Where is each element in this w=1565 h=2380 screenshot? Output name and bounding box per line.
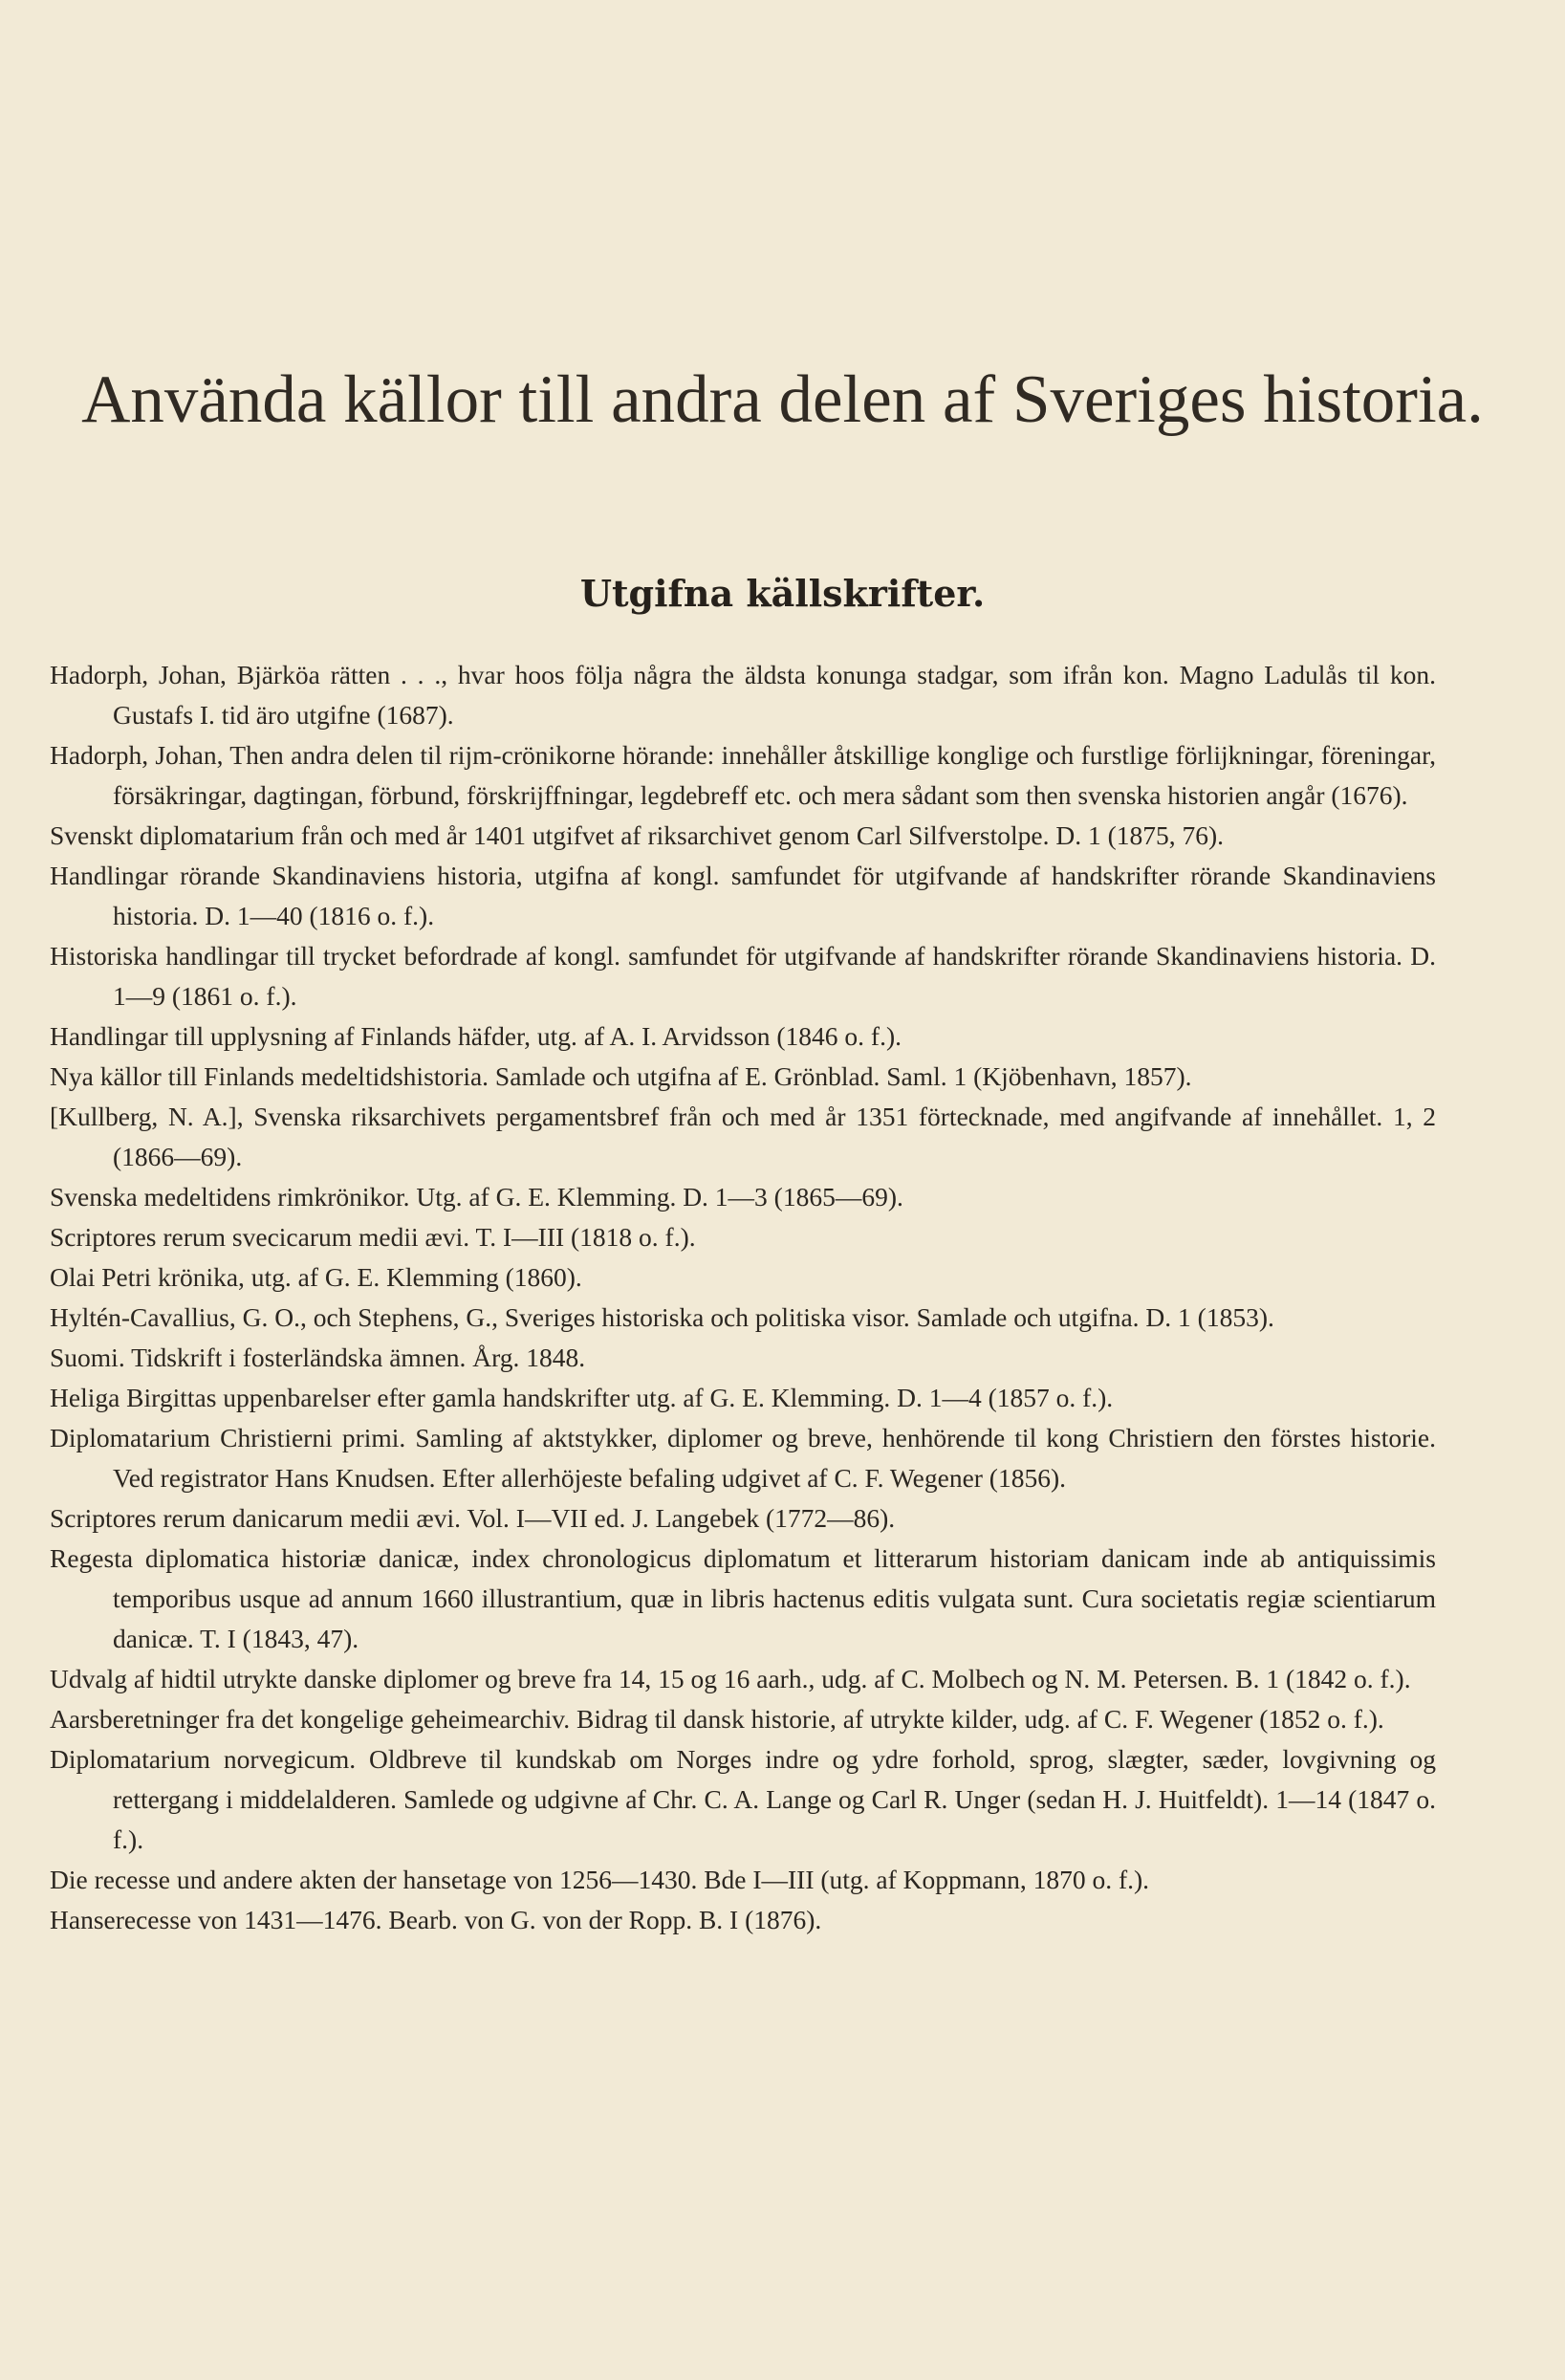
list-item: Hadorph, Johan, Then andra delen til rijm-crönikorne hörande: innehåller åtskillige konglige och furstlige förlijkningar, föreningar, försäkringar, dagtingan, förbund, förskrijffningar, legdebreff etc. och mera sådant som then svenska historien angår (1676).	[50, 740, 1436, 810]
list-item: Svenskt diplomatarium från och med år 1401 utgifvet af riksarchivet genom Carl Silfverstolpe. D. 1 (1875, 76).	[50, 820, 1225, 850]
list-item: Suomi. Tidskrift i fosterländska ämnen. Årg. 1848.	[50, 1343, 586, 1372]
list-item: Scriptores rerum svecicarum medii ævi. T. I—III (1818 o. f.).	[50, 1222, 696, 1252]
list-item: Heliga Birgittas uppenbarelser efter gamla handskrifter utg. af G. E. Klemming. D. 1—4 (1857 o. f.).	[50, 1383, 1114, 1412]
list-item: Regesta diplomatica historiæ danicæ, index chronologicus diplomatum et litterarum historiam danicam inde ab antiquissimis temporibus usque ad annum 1660 illustrantium, quæ in libris hactenus editis vulgata sunt. Cura societatis regiæ scientiarum danicæ. T. I (1843, 47).	[50, 1543, 1436, 1653]
list-item: Diplomatarium norvegicum. Oldbreve til kundskab om Norges indre og ydre forhold, sprog, slægter, sæder, lovgivning og rettergang i middelalderen. Samlede og udgivne af Chr. C. A. Lange og Carl R. Unger (sedan H. J. Huitfeldt). 1—14 (1847 o. f.).	[50, 1744, 1436, 1854]
list-item: Handlingar rörande Skandinaviens historia, utgifna af kongl. samfundet för utgifvande af handskrifter rörande Skandinaviens historia. D. 1—40 (1816 o. f.).	[50, 861, 1436, 930]
list-item: Olai Petri krönika, utg. af G. E. Klemming (1860).	[50, 1262, 582, 1292]
list-item: Svenska medeltidens rimkrönikor. Utg. af G. E. Klemming. D. 1—3 (1865—69).	[50, 1182, 903, 1212]
list-item: Aarsberetninger fra det kongelige geheimearchiv. Bidrag til dansk historie, af utrykte kilder, udg. af C. F. Wegener (1852 o. f.).	[50, 1704, 1384, 1734]
list-item: [Kullberg, N. A.], Svenska riksarchivets pergamentsbref från och med år 1351 förtecknade, med angifvande af innehållet. 1, 2 (1866—69).	[50, 1102, 1436, 1171]
list-item: Handlingar till upplysning af Finlands häfder, utg. af A. I. Arvidsson (1846 o. f.).	[50, 1021, 902, 1051]
list-item: Hadorph, Johan, Bjärköa rätten . . ., hvar hoos följa några the äldsta konunga stadgar, som ifrån kon. Magno Ladulås til kon. Gustafs I. tid äro utgifne (1687).	[50, 660, 1436, 730]
list-item: Diplomatarium Christierni primi. Samling af aktstykker, diplomer og breve, henhörende til kong Christiern den förstes historie. Ved registrator Hans Knudsen. Efter allerhöjeste befaling udgivet af C. F. Wegener (1856).	[50, 1423, 1436, 1493]
list-item: Die recesse und andere akten der hansetage von 1256—1430. Bde I—III (utg. af Koppmann, 1870 o. f.).	[50, 1865, 1150, 1894]
list-item: Hanserecesse von 1431—1476. Bearb. von G. von der Ropp. B. I (1876).	[50, 1905, 822, 1934]
list-item: Historiska handlingar till trycket befordrade af kongl. samfundet för utgifvande af handskrifter rörande Skandinaviens historia. D. 1—9 (1861 o. f.).	[50, 941, 1436, 1011]
section-heading: Utgifna källskrifter.	[579, 572, 986, 615]
list-item: Hyltén-Cavallius, G. O., och Stephens, G., Sveriges historiska och politiska visor. Samlade och utgifna. D. 1 (1853).	[50, 1302, 1274, 1332]
list-item: Nya källor till Finlands medeltidshistoria. Samlade och utgifna af E. Grönblad. Saml. 1 (Kjöbenhavn, 1857).	[50, 1061, 1192, 1091]
page-title: Använda källor till andra delen af Sveriges historia.	[81, 362, 1484, 437]
list-item: Udvalg af hidtil utrykte danske diplomer og breve fra 14, 15 og 16 aarh., udg. af C. Molbech og N. M. Petersen. B. 1 (1842 o. f.).	[50, 1664, 1411, 1693]
list-item: Scriptores rerum danicarum medii ævi. Vol. I—VII ed. J. Langebek (1772—86).	[50, 1503, 896, 1533]
source-list	[50, 655, 1436, 1940]
